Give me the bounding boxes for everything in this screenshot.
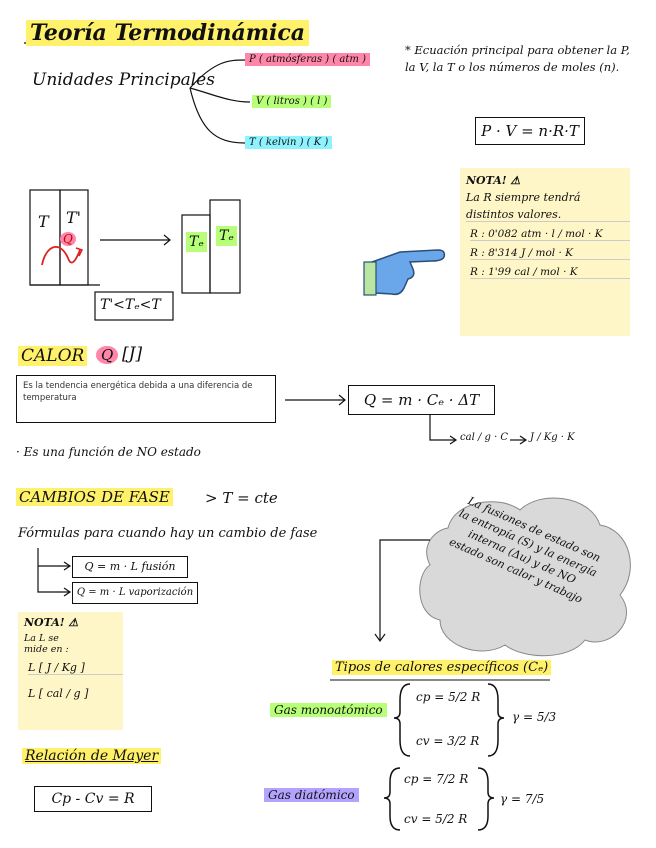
note-l-unit-1: L [ J / Kg ] — [28, 661, 123, 675]
heat-q-label: Q — [60, 232, 76, 246]
note-l-title: NOTA! ⚠ — [24, 616, 79, 629]
heat-not-state: · Es una función de NO estado — [16, 445, 201, 459]
note-r-value-1: R : 0'082 atm · l / mol · K — [470, 228, 630, 241]
vaporization-formula: Q = m · L vaporización — [72, 582, 198, 604]
ideal-gas-formula: P · V = n·R·T — [475, 117, 585, 145]
temp-te-label-2: Tₑ — [216, 226, 237, 246]
mayer-title: Relación de Mayer — [22, 748, 161, 764]
phase-change-condition: > T = cte — [205, 489, 278, 507]
pointing-hand-icon — [364, 250, 444, 295]
di-cp: cp = 7/2 R — [404, 772, 469, 786]
note-r-text2: distintos valores. — [466, 208, 630, 222]
mono-gas-label: Gas monoatómico — [270, 703, 387, 717]
heat-units-rhs: J / Kg · K — [530, 432, 575, 443]
mono-cv: cv = 3/2 R — [416, 734, 480, 748]
mono-gamma: γ = 5/3 — [512, 710, 557, 724]
heat-title: CALOR — [18, 346, 87, 366]
temp-t-prime-label: T' — [66, 208, 82, 227]
note-l-text: La L se mide en : — [24, 633, 69, 655]
note-l-unit-2: L [ cal / g ] — [28, 687, 89, 700]
heat-definition: Es la tendencia energética debida a una diferencia de temperatura — [23, 381, 253, 403]
temp-te-label-1: Tₑ — [186, 232, 207, 252]
heat-formula: Q = m · Cₑ · ΔT — [348, 385, 495, 415]
fusion-formula: Q = m · L fusión — [72, 556, 188, 578]
phase-change-title: CAMBIOS DE FASE — [16, 488, 173, 506]
note-l-units — [18, 612, 123, 730]
specific-heats-title: Tipos de calores específicos (Cₑ) — [332, 660, 551, 675]
note-r-title: NOTA! ⚠ — [466, 174, 521, 187]
cloud-text: La fusiones de estado son la entropía (S) y la energía interna (Δu) y de NO estado son calor y trabajo — [447, 494, 603, 606]
page-title: Teoría Termodinámica — [26, 20, 309, 46]
phase-change-formulas-label: Fórmulas para cuando hay un cambio de fase — [18, 526, 318, 541]
di-cv: cv = 5/2 R — [404, 812, 468, 826]
main-equation-note: * Ecuación principal para obtener la P, la V, la T o los números de moles (n). — [405, 43, 630, 74]
di-gamma: γ = 7/5 — [500, 792, 545, 806]
heat-unit: [J] — [122, 344, 143, 364]
mono-cp: cp = 5/2 R — [416, 690, 481, 704]
heat-definition-box — [16, 375, 276, 423]
unit-pressure: P ( atmósferas ) ( atm ) — [245, 53, 370, 66]
temperature-inequality: T'<Tₑ<T — [100, 297, 161, 313]
mayer-formula: Cp - Cv = R — [34, 786, 152, 812]
units-label: Unidades Principales — [32, 70, 215, 90]
temp-t-label: T — [38, 212, 49, 231]
note-r-values — [460, 168, 630, 336]
note-r-value-3: R : 1'99 cal / mol · K — [470, 266, 630, 279]
note-r-text1: La R siempre tendrá — [466, 191, 581, 204]
heat-units-lhs: cal / g · C — [460, 432, 509, 443]
unit-volume: V ( litros ) ( l ) — [252, 95, 331, 108]
note-r-value-2: R : 8'314 J / mol · K — [470, 247, 630, 260]
heat-symbol: Q — [96, 346, 118, 364]
di-gas-label: Gas diatómico — [264, 788, 359, 802]
unit-temperature: T ( kelvin ) ( K ) — [245, 136, 332, 149]
